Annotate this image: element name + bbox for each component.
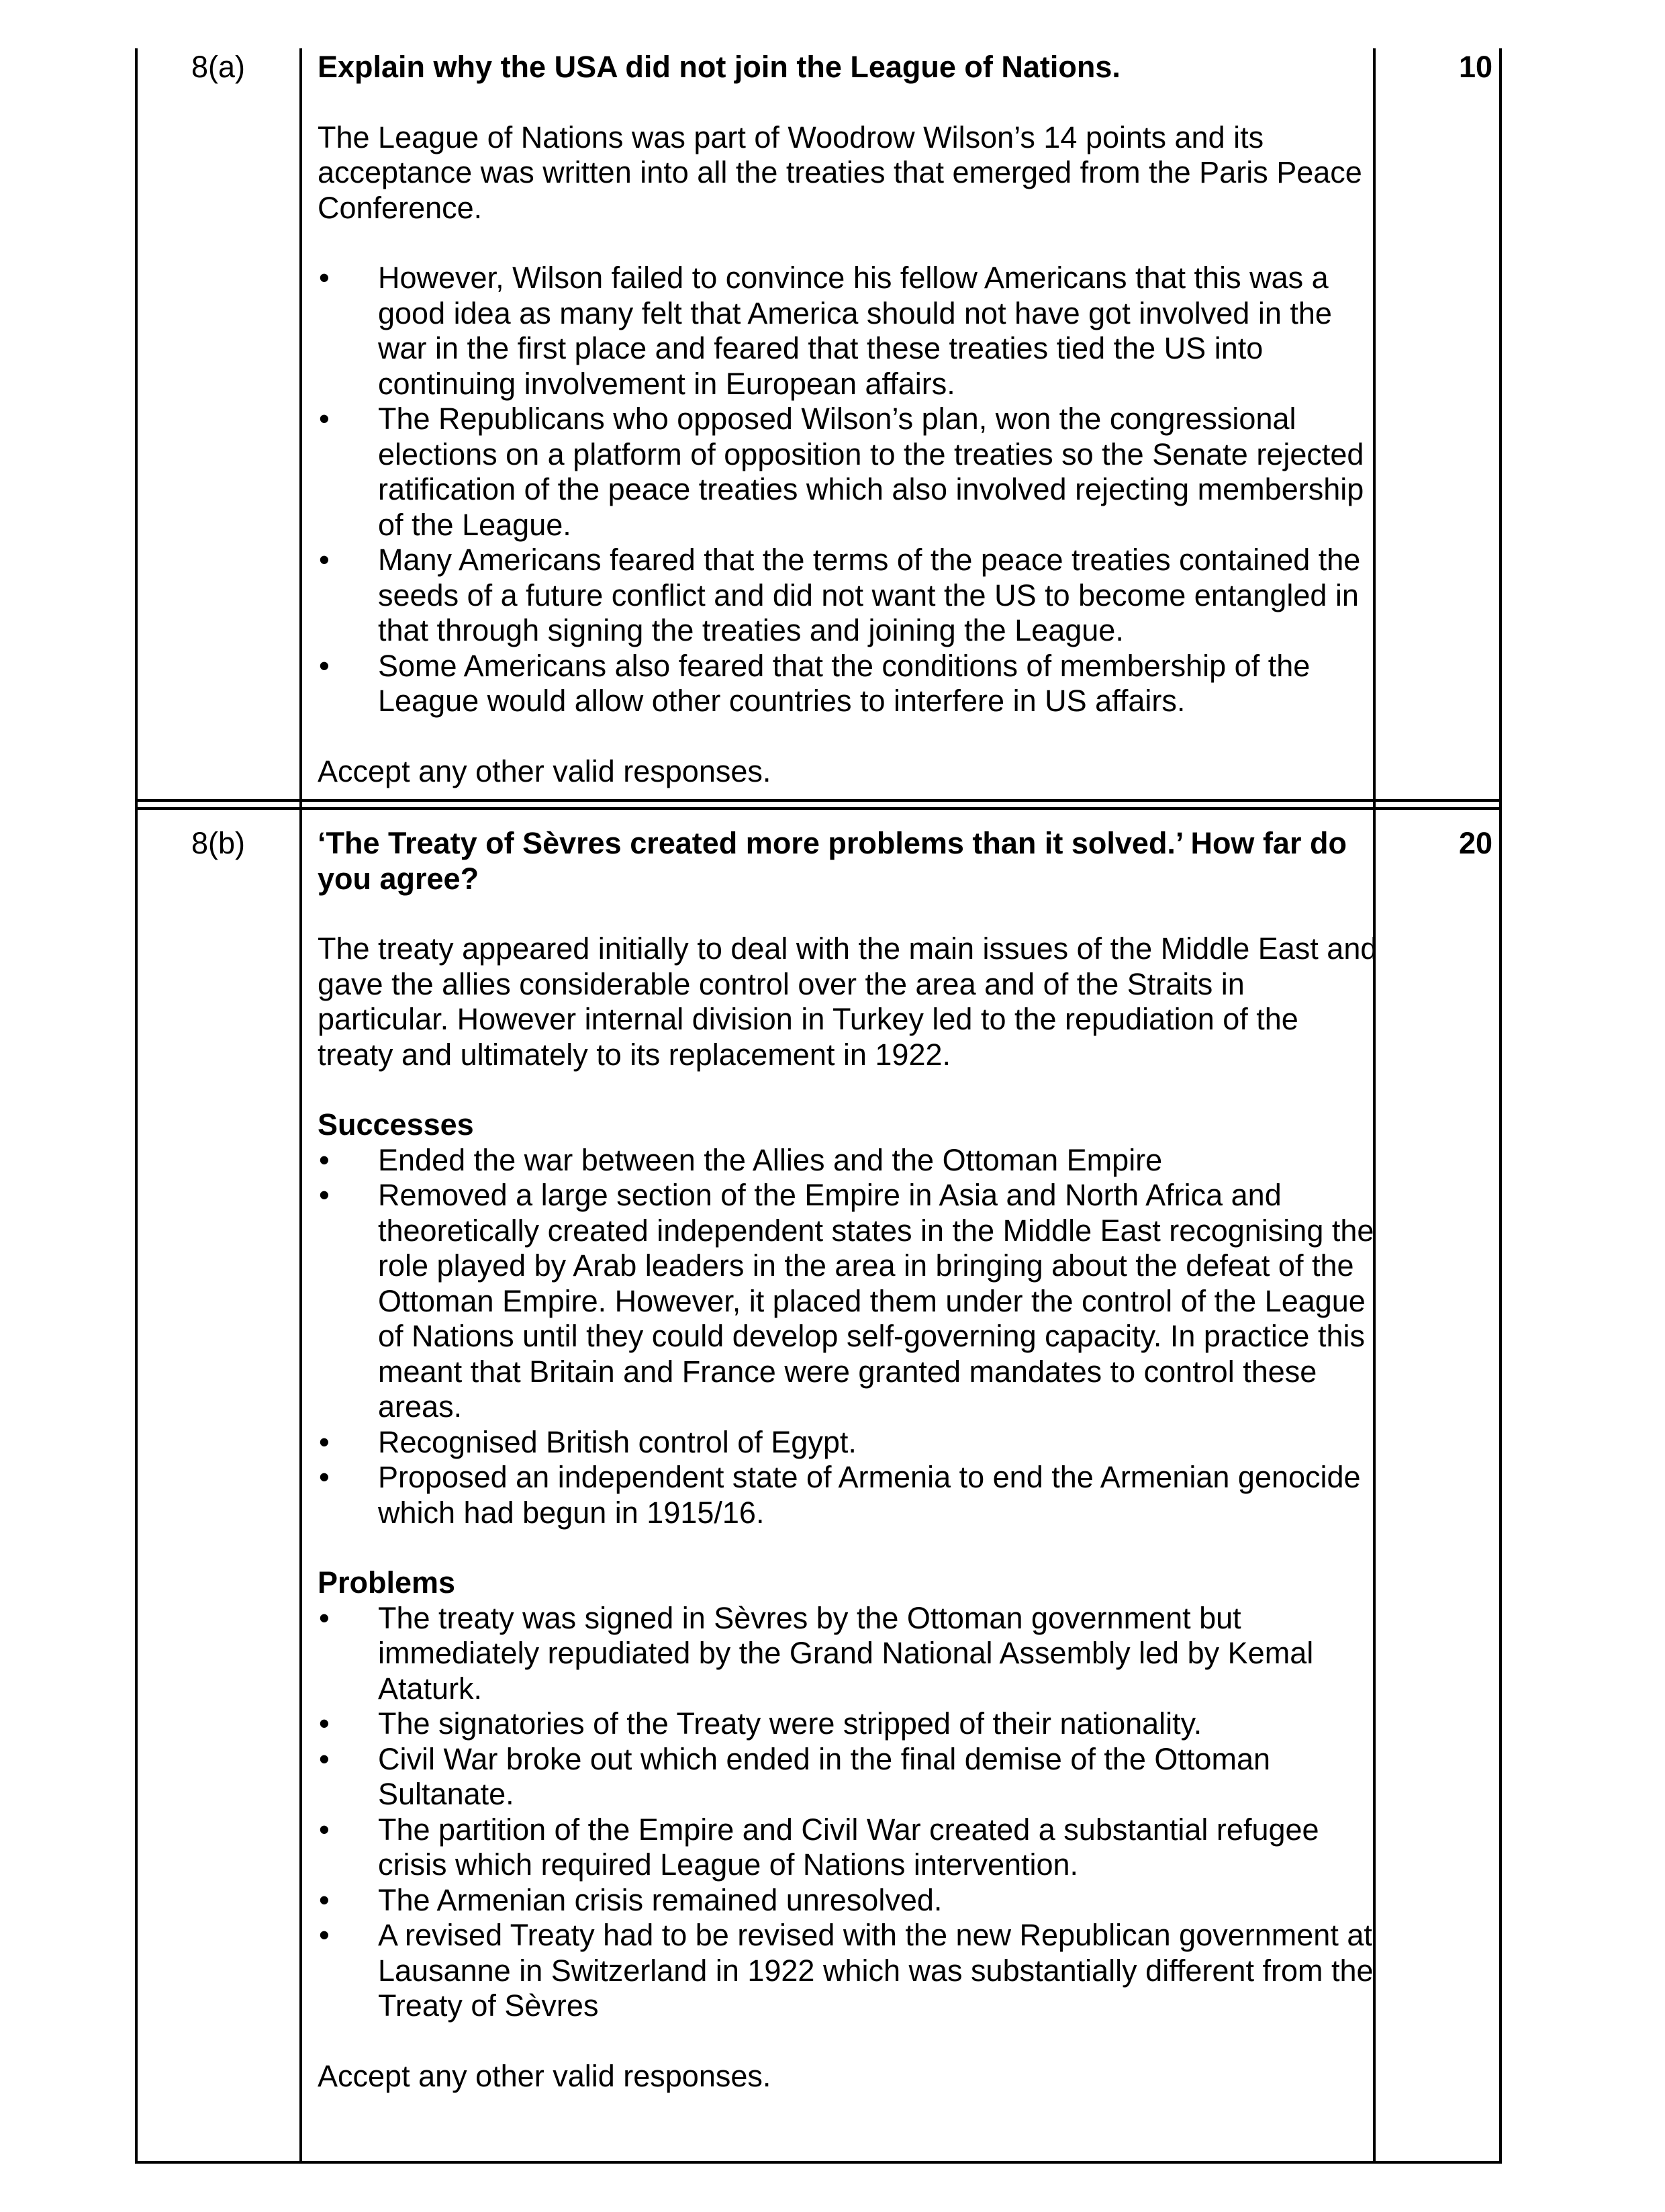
list-item: • Some Americans also feared that the conditions of membership of the League would allow other countries to interfere in US affairs.	[319, 648, 1311, 718]
bullet-icon: •	[319, 1424, 330, 1459]
closing-note: Accept any other valid responses.	[318, 753, 771, 788]
bullet-icon: •	[319, 1142, 330, 1177]
list-item: • The Armenian crisis remained unresolved.	[319, 1882, 943, 1917]
closing-note: Accept any other valid responses.	[318, 2058, 771, 2093]
table-border-left	[135, 48, 138, 2164]
successes-heading: Successes	[318, 1107, 474, 1142]
successes-list	[318, 1143, 1378, 1531]
bullet-icon: •	[319, 1600, 330, 1635]
list-item: • Recognised British control of Egypt.	[319, 1424, 857, 1459]
bullet-icon: •	[319, 1178, 330, 1212]
problems-heading: Problems	[318, 1565, 456, 1600]
row-separator-bottom	[135, 807, 1502, 810]
table-border-right	[1499, 48, 1502, 2164]
problems-list	[318, 1601, 1378, 2024]
bullet-icon: •	[319, 1812, 330, 1847]
question-number: 8(b)	[191, 826, 246, 860]
list-item: • A revised Treaty had to be revised with the new Republican government at Lausanne in Switzerland in 1922 which was substantially different from the Treaty of Sèvres	[319, 1918, 1374, 2023]
bullet-icon: •	[319, 648, 330, 683]
column-divider-question	[299, 48, 302, 2164]
list-item: • The partition of the Empire and Civil War created a substantial refugee crisis which required League of Nations intervention.	[319, 1812, 1319, 1882]
list-item: • The signatories of the Treaty were stripped of their nationality.	[319, 1706, 1202, 1741]
marks-value: 10	[1458, 50, 1492, 84]
question-text: Explain why the USA did not join the League of Nations.	[318, 50, 1121, 84]
mark-scheme-table	[135, 48, 1502, 2164]
list-item: • Proposed an independent state of Armenia to end the Armenian genocide which had begun in 1915/16.	[319, 1460, 1361, 1530]
bullet-icon: •	[319, 1882, 330, 1917]
bullet-icon: •	[319, 1741, 330, 1776]
question-text: ‘The Treaty of Sèvres created more problems than it solved.’ How far do you agree?	[318, 826, 1347, 896]
answer-cell-8a	[318, 50, 1378, 789]
list-item: • The treaty was signed in Sèvres by the Ottoman government but immediately repudiated by the Grand National Assembly led by Kemal Ataturk.	[319, 1600, 1314, 1706]
bullet-icon: •	[319, 1918, 330, 1952]
list-item: • Civil War broke out which ended in the final demise of the Ottoman Sultanate.	[319, 1741, 1270, 1811]
intro-paragraph: The League of Nations was part of Woodrow Wilson’s 14 points and its acceptance was written into all the treaties that emerged from the Paris Peace Conference.	[318, 120, 1362, 225]
list-item: • Ended the war between the Allies and the Ottoman Empire	[319, 1142, 1163, 1177]
marks-value: 20	[1458, 826, 1492, 860]
list-item: • Removed a large section of the Empire in Asia and North Africa and theoretically created independent states in the Middle East recognising the role played by Arab leaders in the area in bringing about the defeat of the Ottoman Empire. However, it placed them under the control of the League of Nations until they could develop self-governing capacity. In practice this meant that Britain and France were granted mandates to control these areas.	[319, 1178, 1374, 1424]
intro-paragraph: The treaty appeared initially to deal with the main issues of the Middle East and gave the allies considerable control over the area and of the Straits in particular. However internal division in Turkey led to the repudiation of the treaty and ultimately to its replacement in 1922.	[318, 931, 1378, 1072]
bullet-icon: •	[319, 1706, 330, 1741]
list-item: • However, Wilson failed to convince his fellow Americans that this was a good idea as many felt that America should not have got involved in the war in the first place and feared that these treaties tied the US into continuing involvement in European affairs.	[319, 261, 1332, 401]
list-item: • The Republicans who opposed Wilson’s plan, won the congressional elections on a platform of opposition to the treaties so the Senate rejected ratification of the peace treaties which also involved rejecting membership of the League.	[319, 402, 1364, 542]
bullet-icon: •	[319, 261, 330, 295]
bullet-list	[318, 261, 1378, 719]
question-number: 8(a)	[191, 50, 246, 84]
answer-cell-8b	[318, 826, 1378, 2094]
list-item: • Many Americans feared that the terms of the peace treaties contained the seeds of a future conflict and did not want the US to become entangled in that through signing the treaties and joining the League.	[319, 543, 1361, 647]
bullet-icon: •	[319, 1460, 330, 1494]
bullet-icon: •	[319, 543, 330, 577]
table-border-bottom	[135, 2161, 1502, 2164]
bullet-icon: •	[319, 402, 330, 436]
row-separator-top	[135, 799, 1502, 802]
